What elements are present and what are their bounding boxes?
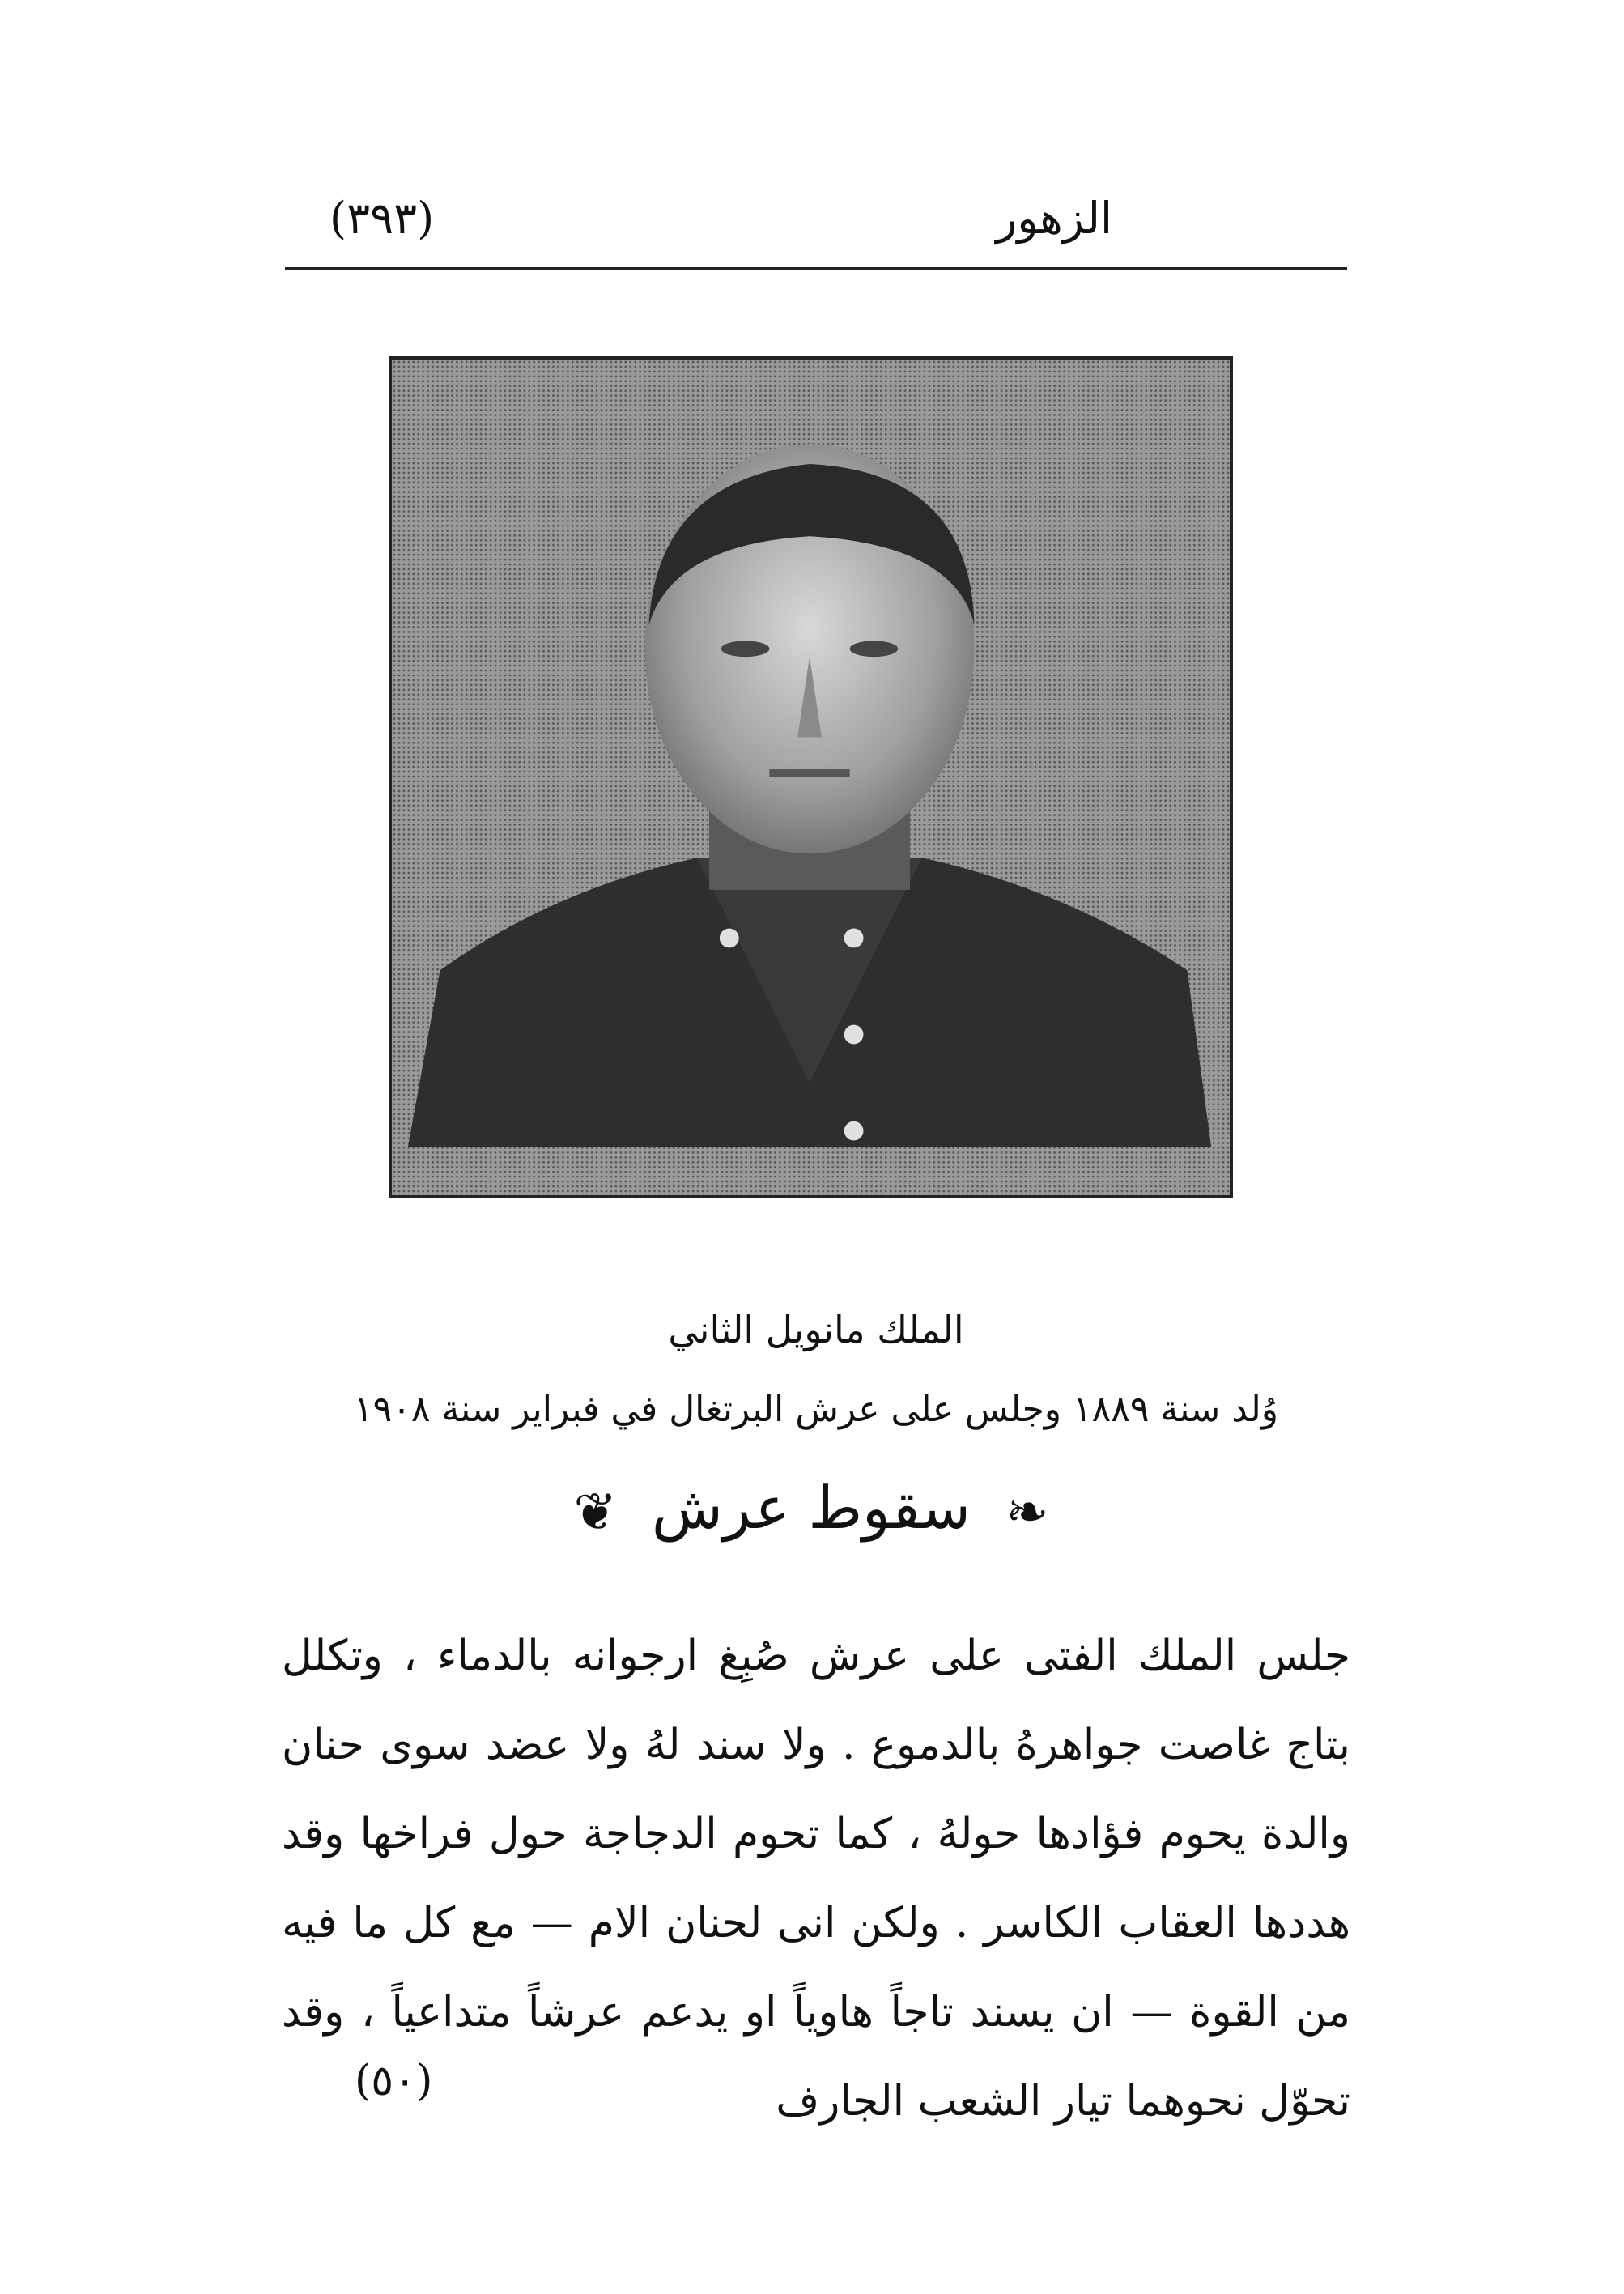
page-header [285, 193, 1347, 266]
ornament-right-icon: ❧ [1005, 1483, 1049, 1543]
ornament-left-icon: ❦ [573, 1483, 618, 1543]
running-title: الزهور [996, 193, 1112, 244]
section-title-text: سقوط عرش [652, 1474, 971, 1542]
header-rule [285, 267, 1347, 270]
paragraph-text: جلس الملك الفتى على عرش صُبِغ ارجوانه بالدماء ، وتكلل بتاج غاصت جواهرهُ بالدموع . ولا سند لهُ ولا عضد سوى حنان والدة يحوم فؤادها حولهُ ، كما تحوم الدجاجة حول فراخها وقد هددها العقاب الكاسر . ولكن انى لحنان الام — مع كل ما فيه من القوة — ان يسند تاجاً هاوياً او يدعم عرشاً متداعياً ، وقد تحوّل نحوهما تيار الشعب الجارف [282, 1632, 1350, 2126]
portrait-photo [389, 356, 1233, 1198]
body-paragraph [282, 1611, 1350, 2146]
page-number: (٣٩٣) [329, 193, 435, 244]
caption-details: وُلد سنة ١٨٨٩ وجلس على عرش البرتغال في فبراير سنة ١٩٠٨ [353, 1389, 1279, 1430]
portrait-image [392, 360, 1230, 1195]
footer-number: (٥٠) [355, 2057, 433, 2105]
section-heading [447, 1474, 1175, 1571]
caption-name: الملك مانويل الثاني [668, 1308, 964, 1351]
